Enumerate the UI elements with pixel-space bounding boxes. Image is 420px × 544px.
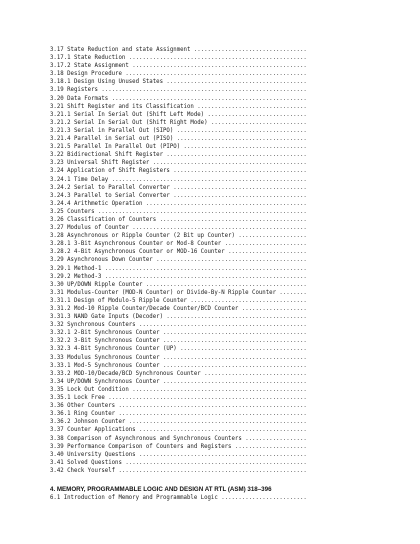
leader-dots: .....................................................	[121, 459, 307, 466]
toc-entry	[50, 289, 420, 297]
toc-entry	[50, 435, 420, 443]
leader-dots: ........	[276, 289, 307, 296]
toc-entry-title: 3.30 UP/DOWN Ripple Counter	[50, 281, 143, 288]
toc-entry-title: 3.22 Bidirectional Shift Register	[50, 152, 163, 159]
leader-dots: ...................	[238, 306, 307, 312]
toc-entry	[50, 321, 420, 329]
toc-entry-title: 3.18.1 Design Using Unused States	[50, 79, 163, 86]
leader-dots: ....................	[234, 233, 307, 240]
toc-entry-title: 3.33 Modulus Synchronous Counter	[50, 354, 160, 361]
leader-dots: .......................................	[169, 184, 307, 191]
toc-entry-title: 3.28.2 4-Bit Asynchronous Counter or MOD-16 Counter	[50, 249, 225, 256]
toc-entry	[50, 467, 420, 475]
toc-entry-title: 3.35.1 Lock Free	[50, 395, 105, 402]
leader-dots: ...............................................	[142, 281, 307, 288]
toc-entry	[50, 46, 420, 54]
leader-dots: .....................	[231, 443, 307, 450]
leader-dots: .........................	[217, 494, 307, 501]
leader-dots: ..........................................	[159, 338, 307, 345]
toc-entry	[50, 240, 420, 248]
toc-entry	[50, 345, 420, 353]
leader-dots: .......................................................	[115, 403, 307, 410]
toc-entry-title: 3.33.2 MOD-10/Decade/BCD Synchronous Counter	[50, 370, 201, 377]
toc-entry	[50, 273, 420, 281]
toc-entry-title: 3.21.3 Serial in Parallel Out (SIPO)	[50, 127, 174, 134]
toc-entry-title: 6.1 Introduction of Memory and Programmable Logic	[50, 494, 218, 501]
toc-entry-title: 3.28 Asynchronous or Ripple Counter (2 Bit up Counter)	[50, 233, 235, 240]
leader-dots: ...................................................	[128, 63, 307, 70]
toc-entry-title: 3.31.3 NAND Gate Inputs (Decoder)	[50, 314, 163, 321]
leader-dots: ..........................................	[159, 330, 307, 337]
toc-entry	[50, 62, 420, 70]
toc-entry-title: 3.24.3 Parallel to Serial Converter	[50, 192, 170, 199]
toc-entry-title: 3.24.2 Serial to Parallel Converter	[50, 184, 170, 191]
leader-dots: .................................................	[135, 451, 307, 458]
toc-entry	[50, 256, 420, 264]
toc-entry	[50, 297, 420, 305]
toc-entry	[50, 208, 420, 216]
toc-entry-title: 3.34 UP/DOWN Synchronous Counter	[50, 378, 160, 385]
toc-entry-title: 3.29.2 Method-3	[50, 273, 102, 280]
toc-entry-title: 3.21 Shift Register and its Classification	[50, 103, 194, 110]
toc-entry	[50, 216, 420, 224]
toc-entry	[50, 354, 420, 362]
toc-entry	[50, 451, 420, 459]
toc-entry-title: 3.17 State Reduction and state Assignment	[50, 47, 191, 53]
toc-entry-title: 3.31.2 Mod-10 Ripple Counter/Decade Counter/BCD Counter	[50, 306, 239, 312]
toc-entry	[50, 103, 420, 111]
toc-entry-title: 3.36.1 Ring Counter	[50, 411, 116, 418]
toc-entry-title: 3.27 Modulus of Counter	[50, 225, 129, 232]
toc-entry	[50, 135, 420, 143]
leader-dots: ............................................	[152, 257, 307, 264]
toc-entry-title: 3.39 Performance Comparison of Counters and Registers	[50, 443, 232, 450]
toc-entry-title: 3.41 Solved Questions	[50, 459, 122, 466]
toc-entry	[50, 459, 420, 467]
toc-entry	[50, 418, 420, 426]
toc-entry-title: 3.17.1 State Reduction	[50, 55, 126, 62]
leader-dots: .......................................................	[115, 467, 307, 474]
leader-dots: .........................................	[163, 152, 307, 159]
toc-entry	[50, 386, 420, 394]
toc-entry-title: 3.32.1 2-Bit Synchronous Counter	[50, 330, 160, 337]
toc-entry-title: 3.26 Classification of Counters	[50, 216, 157, 223]
toc-entry-title: 3.24.1 Time Delay	[50, 176, 109, 183]
leader-dots: ...........................................................	[101, 265, 307, 272]
leader-dots: ..........................................	[159, 354, 307, 361]
toc-entry-title: 3.35 Lock Out Condition	[50, 386, 129, 393]
toc-entry	[50, 54, 420, 62]
toc-entry	[50, 151, 420, 159]
toc-entry	[50, 337, 420, 345]
table-of-contents	[50, 46, 420, 502]
toc-entry-title: 3.37 Counter Applications	[50, 427, 136, 434]
toc-entry	[50, 370, 420, 378]
toc-entry-title: 3.38 Comparison of Asynchronous and Synchronous Counters	[50, 435, 242, 442]
toc-entry	[50, 362, 420, 370]
toc-entry-title: 3.29 Asynchronous Down Counter	[50, 257, 153, 264]
leader-dots: .................................	[190, 47, 307, 53]
leader-dots: ....................................	[180, 144, 307, 151]
toc-entry	[50, 426, 420, 434]
toc-entry-title: 3.23 Universal Shift Register	[50, 160, 150, 167]
toc-entry	[50, 86, 420, 94]
leader-dots: .........................................................	[108, 95, 307, 102]
leader-dots: ...........................................................	[101, 273, 307, 280]
toc-entry	[50, 378, 420, 386]
toc-entry	[50, 159, 420, 167]
toc-entry-title: 3.19 Registers	[50, 87, 98, 94]
leader-dots: ................................	[193, 103, 307, 110]
toc-entry	[50, 119, 420, 127]
toc-entry-title: 3.21.5 Parallel In Parallel Out (PIPO)	[50, 144, 181, 151]
toc-entry-title: 3.17.2 State Assignment	[50, 63, 129, 70]
leader-dots: .................................................	[135, 427, 307, 434]
toc-entry	[50, 281, 420, 289]
toc-entry-title: 3.32.2 3-Bit Synchronous Counter	[50, 338, 160, 345]
toc-entry-title: 3.21.4 Parallel in Serial out (PISO)	[50, 136, 174, 143]
toc-entry	[50, 200, 420, 208]
toc-entry-title: 3.24.4 Arithmetic Operation	[50, 200, 143, 207]
leader-dots: ...........................................	[156, 216, 307, 223]
toc-entry	[50, 305, 420, 313]
toc-entry	[50, 313, 420, 321]
leader-dots: .......................	[224, 249, 307, 256]
toc-entry-title: 3.21.2 Serial In Serial Out (Shift Right Mode)	[50, 119, 208, 126]
toc-entry	[50, 167, 420, 175]
toc-entry-title: 3.33.1 Mod-5 Synchronous Counter	[50, 362, 160, 369]
toc-entry-title: 3.36 Other Counters	[50, 403, 116, 410]
leader-dots: ...................................................	[128, 225, 307, 232]
leader-dots: ......................................	[173, 127, 307, 134]
toc-entry	[50, 143, 420, 151]
leader-dots: ...................................................	[128, 386, 307, 393]
chapter-heading: 4. MEMORY, PROGRAMMABLE LOGIC AND DESIGN AT RTL (ASM) 318–396	[50, 485, 272, 493]
toc-entry	[50, 176, 420, 184]
leader-dots: ............................................................	[97, 87, 307, 94]
toc-entry	[50, 78, 420, 86]
toc-entry	[50, 127, 420, 135]
leader-dots: .........................................	[163, 314, 307, 321]
leader-dots: ......................................	[173, 136, 307, 143]
leader-dots: ..........................................	[159, 362, 307, 369]
toc-entry	[50, 184, 420, 192]
leader-dots: .....................................	[176, 346, 307, 353]
toc-entry	[50, 410, 420, 418]
toc-entry-title: 3.25 Counters	[50, 208, 95, 215]
toc-entry-title: 3.32.3 4-Bit Synchronous Counter (UP)	[50, 346, 177, 353]
toc-entry	[50, 402, 420, 410]
leader-dots: .......................................................	[115, 411, 307, 418]
toc-entry	[50, 329, 420, 337]
toc-entry-title: 3.36.2 Johnson Counter	[50, 419, 126, 426]
toc-entry-title: 3.31.1 Design of Modulo-5 Ripple Counter	[50, 297, 187, 304]
toc-entry	[50, 111, 420, 119]
toc-entry-title: 3.20 Data Formats	[50, 95, 109, 102]
toc-entry-title: 3.28.1 3-Bit Asynchronous Counter or Mod-8 Counter	[50, 241, 222, 248]
toc-entry	[50, 95, 420, 103]
leader-dots: .......................................	[169, 168, 307, 175]
leader-dots: ....................................................	[125, 419, 307, 426]
toc-entry	[50, 70, 420, 78]
toc-entry-title: 3.42 Check Yourself	[50, 467, 116, 474]
toc-entry	[50, 224, 420, 232]
leader-dots: ..........................................	[159, 378, 307, 385]
toc-entry-title: 3.24 Application of Shift Registers	[50, 168, 170, 175]
toc-entry	[50, 248, 420, 256]
leader-dots: ..............................	[200, 370, 307, 377]
toc-entry	[50, 494, 420, 502]
toc-entry-title: 3.21.1 Serial In Serial Out (Shift Left Mode)	[50, 111, 205, 118]
toc-entry	[50, 443, 420, 451]
toc-entry	[50, 265, 420, 273]
leader-dots: .....................................................	[121, 71, 307, 78]
leader-dots: .............................	[204, 111, 307, 118]
toc-entry-title: 3.29.1 Method-1	[50, 265, 102, 272]
leader-dots: ..........................................................	[104, 395, 307, 402]
leader-dots: .........................................................	[108, 176, 307, 183]
leader-dots: ..................................	[186, 297, 307, 304]
leader-dots: ....................................................	[125, 55, 307, 62]
toc-entry-title: 3.32 Synchronous Counters	[50, 322, 136, 329]
leader-dots: ............................	[207, 119, 307, 126]
toc-entry	[50, 192, 420, 200]
leader-dots: ...............................................	[142, 200, 307, 207]
leader-dots: .................................................	[135, 322, 307, 329]
leader-dots: .........................................	[163, 79, 307, 86]
toc-entry-title: 3.31 Modulus-Counter (MOD-N Counter) or Divide-By-N Ripple Counter	[50, 289, 276, 296]
toc-entry-title: 3.40 University Questions	[50, 451, 136, 458]
leader-dots: .......................................	[169, 192, 307, 199]
leader-dots: .............................................................	[94, 208, 307, 215]
toc-entry	[50, 232, 420, 240]
toc-entry	[50, 394, 420, 402]
leader-dots: ..................	[241, 435, 307, 442]
toc-entry-title: 3.18 Design Procedure	[50, 71, 122, 78]
leader-dots: .............................................	[149, 160, 307, 167]
leader-dots: ........................	[221, 241, 307, 248]
